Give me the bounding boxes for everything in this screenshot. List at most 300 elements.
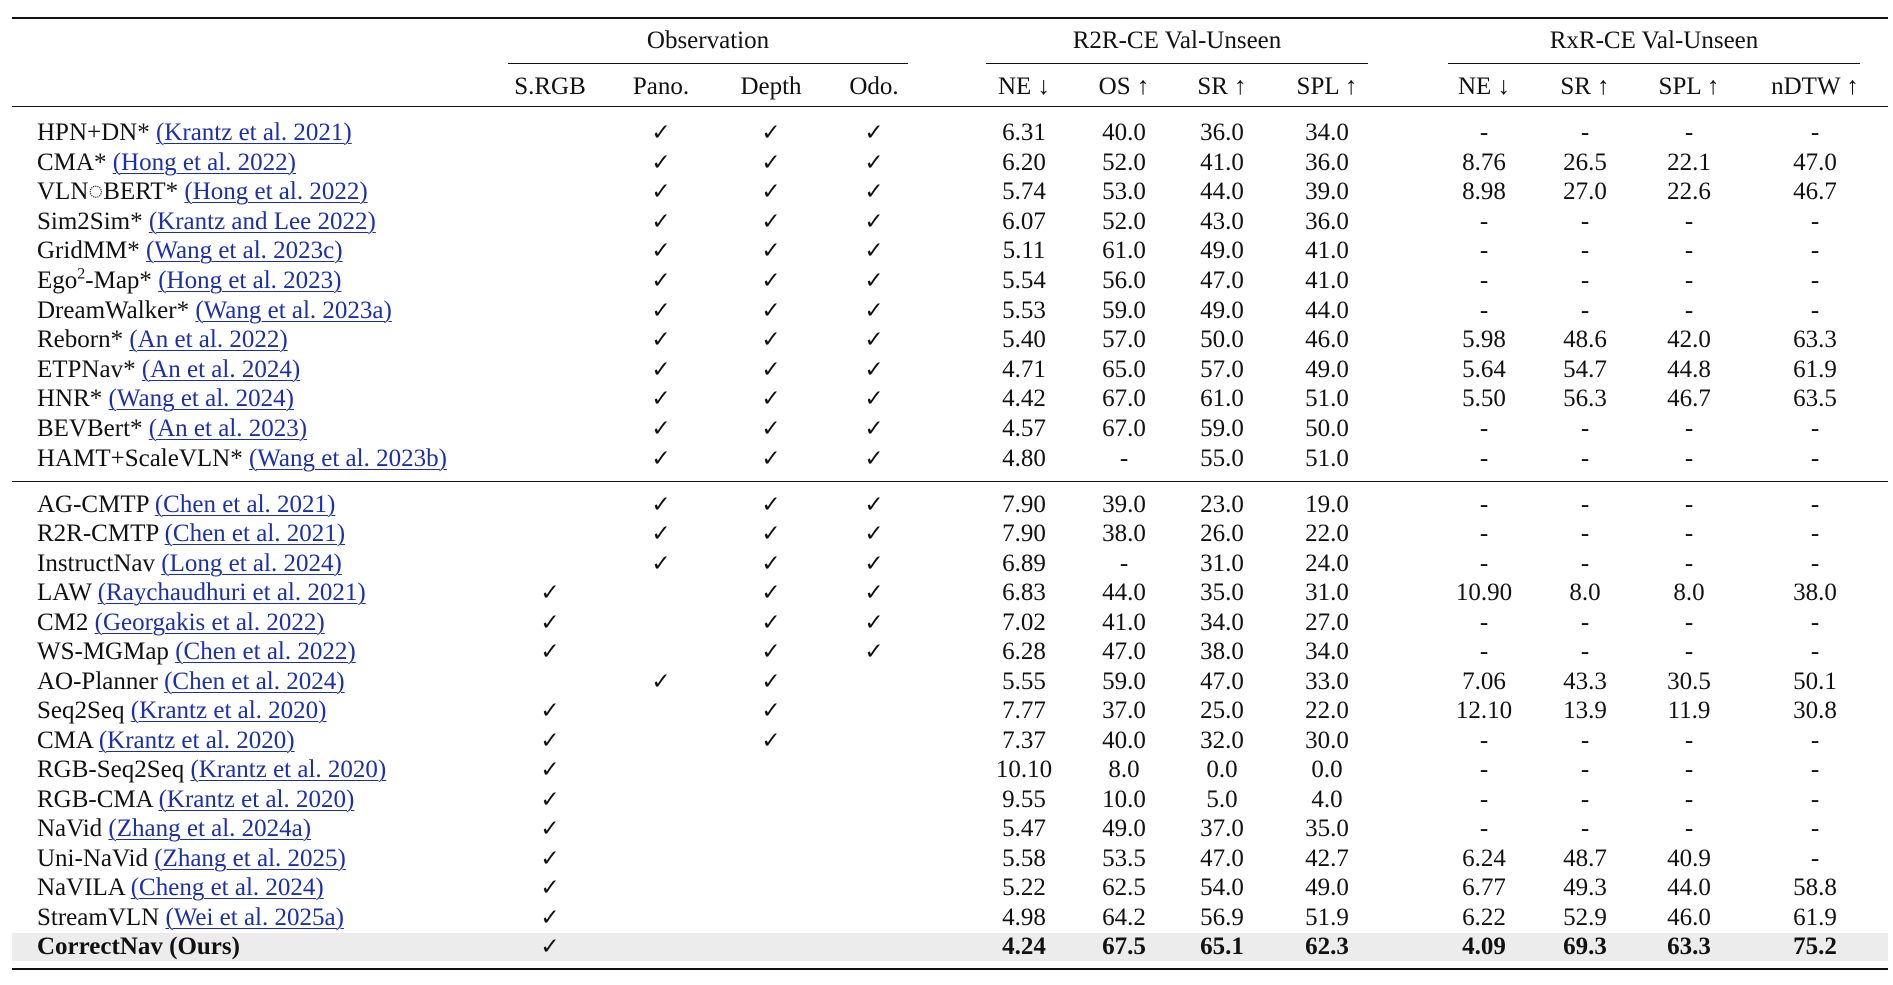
- rxr-value: -: [1684, 237, 1694, 265]
- r2r-value: 61.0: [1102, 237, 1146, 265]
- group-observation: Observation: [646, 27, 770, 54]
- citation-link[interactable]: (Wang et al. 2023b): [248, 444, 447, 472]
- r2r-value: 67.0: [1102, 415, 1146, 442]
- check-mark: ✓: [540, 875, 560, 902]
- r2r-value: 6.83: [1002, 579, 1046, 607]
- method-name: CorrectNav (Ours): [37, 933, 240, 961]
- r2r-value: 5.74: [1002, 178, 1046, 206]
- check-mark: ✓: [651, 550, 671, 577]
- r2r-value: 51.0: [1305, 385, 1349, 413]
- r2r-value: 56.0: [1102, 267, 1146, 294]
- r2r-value: 65.1: [1200, 933, 1244, 961]
- r2r-value: 64.2: [1102, 903, 1146, 931]
- citation-link[interactable]: (Krantz et al. 2021): [155, 119, 352, 146]
- rxr-value: 8.0: [1569, 579, 1601, 607]
- r2r-value: 27.0: [1305, 608, 1349, 636]
- check-mark: ✓: [864, 327, 884, 354]
- rxr-value: -: [1684, 815, 1694, 843]
- rxr-value: 49.3: [1563, 874, 1607, 902]
- r2r-value: 39.0: [1305, 178, 1349, 206]
- rxr-value: -: [1479, 444, 1489, 472]
- r2r-value: 52.0: [1102, 207, 1146, 235]
- r2r-value: 35.0: [1305, 815, 1349, 843]
- rxr-value: 5.64: [1462, 355, 1506, 383]
- rxr-value: -: [1810, 726, 1820, 754]
- r2r-value: 38.0: [1102, 520, 1146, 548]
- citation-link[interactable]: (Krantz et al. 2020): [98, 726, 295, 754]
- r2r-value: 34.0: [1305, 638, 1349, 666]
- rxr-value: -: [1810, 549, 1820, 577]
- r2r-value: 67.0: [1102, 385, 1146, 413]
- citation-link[interactable]: (An et al. 2023): [148, 415, 308, 442]
- check-mark: ✓: [761, 356, 781, 383]
- rxr-value: 63.3: [1793, 326, 1837, 354]
- rxr-value: 11.9: [1667, 697, 1711, 725]
- rxr-value: -: [1580, 549, 1590, 577]
- rxr-value: -: [1479, 491, 1489, 518]
- rxr-value: -: [1684, 756, 1694, 784]
- r2r-value: 46.0: [1305, 326, 1349, 354]
- r2r-value: 25.0: [1200, 697, 1244, 725]
- r2r-value: 49.0: [1102, 815, 1146, 843]
- check-mark: ✓: [651, 521, 671, 548]
- citation-link[interactable]: (Hong et al. 2022): [184, 178, 368, 206]
- rxr-value: -: [1580, 415, 1590, 442]
- rxr-value: -: [1810, 444, 1820, 472]
- rxr-value: -: [1479, 119, 1489, 146]
- r2r-value: 65.0: [1102, 355, 1146, 383]
- check-mark: ✓: [864, 416, 884, 442]
- citation-link[interactable]: (Wei et al. 2025a): [165, 903, 344, 931]
- citation-link[interactable]: (An et al. 2022): [129, 326, 288, 354]
- citation-link[interactable]: (Hong et al. 2023): [158, 267, 342, 294]
- r2r-value: 40.0: [1102, 726, 1146, 754]
- rxr-value: 43.3: [1563, 667, 1607, 695]
- r2r-value: 4.42: [1002, 385, 1046, 413]
- check-mark: ✓: [864, 356, 884, 383]
- rxr-value: -: [1684, 119, 1694, 146]
- r2r-value: 57.0: [1102, 326, 1146, 354]
- method-name: DreamWalker* (Wang et al. 2023a): [37, 296, 392, 324]
- rxr-value: 5.98: [1462, 326, 1506, 354]
- r2r-value: 33.0: [1305, 667, 1349, 695]
- rxr-value: 7.06: [1462, 667, 1506, 695]
- rxr-value: -: [1810, 207, 1820, 235]
- citation-link[interactable]: (Cheng et al. 2024): [130, 874, 324, 902]
- r2r-value: 9.55: [1002, 785, 1046, 813]
- check-mark: ✓: [651, 149, 671, 176]
- citation-link[interactable]: (Wang et al. 2023c): [146, 237, 343, 265]
- r2r-value: 67.5: [1102, 933, 1146, 961]
- rxr-value: -: [1479, 785, 1489, 813]
- r2r-value: 34.0: [1200, 608, 1244, 636]
- r2r-value: 49.0: [1200, 296, 1244, 324]
- rxr-value: 42.0: [1667, 326, 1711, 354]
- rxr-value: -: [1580, 815, 1590, 843]
- method-name: CMA (Krantz et al. 2020): [37, 726, 295, 754]
- rxr-value: 46.7: [1667, 385, 1711, 413]
- rxr-value: -: [1580, 237, 1590, 265]
- r2r-value: 26.0: [1200, 520, 1244, 548]
- citation-link[interactable]: (Krantz and Lee 2022): [148, 207, 376, 235]
- r2r-value: 47.0: [1200, 844, 1244, 872]
- r2r-value: 49.0: [1305, 874, 1349, 902]
- r2r-value: 0.0: [1206, 756, 1238, 784]
- check-mark: ✓: [651, 120, 671, 146]
- rxr-value: -: [1479, 726, 1489, 754]
- r2r-value: 8.0: [1108, 756, 1140, 784]
- check-mark: ✓: [761, 550, 781, 577]
- rxr-value: 8.76: [1462, 148, 1506, 176]
- r2r-value: 22.0: [1305, 520, 1349, 548]
- method-name: CM2 (Georgakis et al. 2022): [37, 608, 325, 636]
- check-mark: ✓: [761, 580, 781, 607]
- r2r-group-rule: [986, 63, 1368, 64]
- citation-link[interactable]: (Hong et al. 2022): [112, 148, 297, 176]
- method-name: WS-MGMap (Chen et al. 2022): [37, 638, 356, 666]
- check-mark: ✓: [864, 268, 884, 294]
- r2r-value: 53.0: [1102, 178, 1146, 206]
- rxr-value: 8.98: [1462, 178, 1506, 206]
- r2r-value: 47.0: [1200, 267, 1244, 294]
- citation-link[interactable]: (Zhang et al. 2024a): [108, 815, 312, 843]
- top-rule: [12, 17, 1888, 19]
- bottom-rule: [12, 968, 1888, 970]
- rxr-value: -: [1810, 608, 1820, 636]
- citation-link[interactable]: (Long et al. 2024): [161, 549, 342, 577]
- rxr-value: 75.2: [1793, 933, 1837, 961]
- col-header-0: S.RGB: [514, 73, 586, 100]
- r2r-value: 4.98: [1002, 903, 1046, 931]
- rxr-group-rule: [1448, 63, 1860, 64]
- r2r-value: 41.0: [1305, 267, 1349, 294]
- check-mark: ✓: [651, 445, 671, 472]
- r2r-value: 44.0: [1102, 579, 1146, 607]
- check-mark: ✓: [864, 445, 884, 472]
- rxr-value: 58.8: [1793, 874, 1837, 902]
- rxr-value: -: [1479, 415, 1489, 442]
- check-mark: ✓: [761, 521, 781, 548]
- r2r-value: 5.0: [1206, 785, 1238, 813]
- r2r-value: 23.0: [1200, 491, 1244, 518]
- method-name: HNR* (Wang et al. 2024): [37, 385, 294, 413]
- check-mark: ✓: [761, 179, 781, 206]
- rxr-value: -: [1684, 415, 1694, 442]
- rxr-value: -: [1580, 296, 1590, 324]
- method-name: AO-Planner (Chen et al. 2024): [37, 667, 345, 695]
- rxr-value: -: [1479, 638, 1489, 666]
- col-header-4: NE ↓: [997, 73, 1051, 100]
- group-rxr-ce: RxR-CE Val-Unseen: [1549, 27, 1759, 54]
- check-mark: ✓: [761, 416, 781, 442]
- rxr-value: -: [1810, 296, 1820, 324]
- rxr-value: 50.1: [1793, 667, 1837, 695]
- check-mark: ✓: [651, 416, 671, 442]
- check-mark: ✓: [864, 639, 884, 666]
- rxr-value: -: [1810, 815, 1820, 843]
- rxr-value: 47.0: [1793, 148, 1837, 176]
- r2r-value: 36.0: [1305, 207, 1349, 235]
- rxr-value: -: [1479, 207, 1489, 235]
- r2r-value: -: [1119, 444, 1129, 472]
- rxr-value: 69.3: [1563, 933, 1607, 961]
- rxr-value: 38.0: [1793, 579, 1837, 607]
- rxr-value: 13.9: [1563, 697, 1607, 725]
- method-name: Uni-NaVid (Zhang et al. 2025): [37, 844, 346, 872]
- check-mark: ✓: [761, 268, 781, 294]
- check-mark: ✓: [540, 786, 560, 813]
- rxr-value: -: [1810, 119, 1820, 146]
- check-mark: ✓: [651, 179, 671, 206]
- rxr-value: -: [1580, 608, 1590, 636]
- check-mark: ✓: [864, 238, 884, 265]
- citation-link[interactable]: (Krantz et al. 2020): [130, 697, 327, 725]
- r2r-value: 55.0: [1200, 444, 1244, 472]
- method-name: RGB-Seq2Seq (Krantz et al. 2020): [37, 756, 387, 784]
- rxr-value: -: [1580, 638, 1590, 666]
- r2r-value: 51.9: [1305, 903, 1349, 931]
- rxr-value: 44.8: [1667, 355, 1711, 383]
- rxr-value: -: [1684, 638, 1694, 666]
- r2r-value: 5.55: [1002, 667, 1046, 695]
- check-mark: ✓: [761, 609, 781, 636]
- rxr-value: 27.0: [1563, 178, 1607, 206]
- rxr-value: 61.9: [1793, 355, 1837, 383]
- r2r-value: 7.77: [1002, 697, 1046, 725]
- r2r-value: 57.0: [1200, 355, 1244, 383]
- r2r-value: 32.0: [1200, 726, 1244, 754]
- rxr-value: -: [1580, 726, 1590, 754]
- citation-link[interactable]: (Zhang et al. 2025): [154, 844, 346, 872]
- rxr-value: -: [1580, 444, 1590, 472]
- check-mark: ✓: [651, 492, 671, 518]
- r2r-value: 41.0: [1200, 148, 1244, 176]
- rxr-value: -: [1479, 549, 1489, 577]
- citation-link[interactable]: (Chen et al. 2021): [154, 491, 336, 518]
- r2r-value: 47.0: [1200, 667, 1244, 695]
- check-mark: ✓: [761, 492, 781, 518]
- rxr-value: 40.9: [1667, 844, 1711, 872]
- r2r-value: 39.0: [1102, 491, 1146, 518]
- r2r-value: 37.0: [1102, 697, 1146, 725]
- r2r-value: 31.0: [1305, 579, 1349, 607]
- method-name: HAMT+ScaleVLN* (Wang et al. 2023b): [37, 444, 447, 472]
- citation-link[interactable]: (Wang et al. 2023a): [195, 296, 392, 324]
- r2r-value: 4.57: [1002, 415, 1046, 442]
- citation-link[interactable]: (Wang et al. 2024): [108, 385, 294, 413]
- rxr-value: 61.9: [1793, 903, 1837, 931]
- check-mark: ✓: [864, 120, 884, 146]
- citation-link[interactable]: (Krantz et al. 2020): [190, 756, 387, 784]
- rxr-value: 12.10: [1455, 697, 1513, 725]
- rxr-value: -: [1684, 549, 1694, 577]
- col-header-7: SPL ↑: [1296, 73, 1358, 100]
- r2r-value: 7.90: [1002, 491, 1046, 518]
- r2r-value: 51.0: [1305, 444, 1349, 472]
- method-name: ETPNav* (An et al. 2024): [37, 355, 301, 383]
- r2r-value: 10.10: [995, 756, 1053, 784]
- r2r-value: 42.7: [1305, 844, 1349, 872]
- citation-link[interactable]: (Chen et al. 2022): [175, 638, 356, 666]
- check-mark: ✓: [540, 757, 560, 784]
- rxr-value: 52.9: [1563, 903, 1607, 931]
- check-mark: ✓: [864, 492, 884, 518]
- r2r-value: 0.0: [1311, 756, 1343, 784]
- citation-link[interactable]: (Chen et al. 2024): [164, 667, 345, 695]
- method-name: AG-CMTP (Chen et al. 2021): [37, 491, 336, 518]
- method-name: StreamVLN (Wei et al. 2025a): [37, 903, 344, 931]
- check-mark: ✓: [761, 639, 781, 666]
- r2r-value: 5.58: [1002, 844, 1046, 872]
- rxr-value: -: [1479, 815, 1489, 843]
- observation-group-rule: [508, 63, 908, 64]
- rxr-value: -: [1580, 520, 1590, 548]
- method-name: CMA* (Hong et al. 2022): [37, 148, 297, 176]
- r2r-value: 53.5: [1102, 844, 1146, 872]
- col-header-10: SPL ↑: [1658, 73, 1720, 100]
- method-name: R2R-CMTP (Chen et al. 2021): [37, 520, 346, 548]
- col-header-8: NE ↓: [1457, 73, 1511, 100]
- r2r-value: 19.0: [1305, 491, 1349, 518]
- check-mark: ✓: [864, 179, 884, 206]
- r2r-value: 4.71: [1002, 355, 1046, 383]
- rxr-value: 63.3: [1667, 933, 1711, 961]
- method-name: BEVBert* (An et al. 2023): [37, 415, 308, 442]
- method-name: Sim2Sim* (Krantz and Lee 2022): [37, 207, 376, 235]
- col-header-3: Odo.: [849, 73, 899, 100]
- r2r-value: 50.0: [1305, 415, 1349, 442]
- check-mark: ✓: [761, 120, 781, 146]
- r2r-value: 43.0: [1200, 207, 1244, 235]
- r2r-value: 38.0: [1200, 638, 1244, 666]
- r2r-value: 31.0: [1200, 549, 1244, 577]
- rxr-value: 44.0: [1667, 874, 1711, 902]
- rxr-value: -: [1479, 296, 1489, 324]
- r2r-value: 5.22: [1002, 874, 1046, 902]
- check-mark: ✓: [651, 356, 671, 383]
- r2r-value: 10.0: [1102, 785, 1146, 813]
- r2r-value: -: [1119, 549, 1129, 577]
- citation-link[interactable]: (Chen et al. 2021): [164, 520, 346, 548]
- method-name: NaVid (Zhang et al. 2024a): [37, 815, 312, 843]
- check-mark: ✓: [761, 149, 781, 176]
- r2r-value: 5.53: [1002, 296, 1046, 324]
- r2r-value: 4.80: [1002, 444, 1046, 472]
- col-header-5: OS ↑: [1098, 73, 1150, 100]
- check-mark: ✓: [540, 609, 560, 636]
- rxr-value: 6.24: [1462, 844, 1506, 872]
- check-mark: ✓: [651, 327, 671, 354]
- r2r-value: 41.0: [1305, 237, 1349, 265]
- check-mark: ✓: [864, 580, 884, 607]
- rxr-value: 56.3: [1563, 385, 1607, 413]
- check-mark: ✓: [761, 327, 781, 354]
- col-header-9: SR ↑: [1560, 73, 1610, 100]
- r2r-value: 7.37: [1002, 726, 1046, 754]
- rxr-value: -: [1810, 491, 1820, 518]
- rxr-value: 26.5: [1563, 148, 1607, 176]
- check-mark: ✓: [651, 268, 671, 294]
- r2r-value: 4.0: [1311, 785, 1343, 813]
- r2r-value: 30.0: [1305, 726, 1349, 754]
- citation-link[interactable]: (Krantz et al. 2020): [158, 785, 355, 813]
- section-rule: [12, 481, 1888, 482]
- r2r-value: 49.0: [1200, 237, 1244, 265]
- check-mark: ✓: [761, 208, 781, 235]
- group-r2r-ce: R2R-CE Val-Unseen: [1072, 27, 1282, 54]
- rxr-value: 6.77: [1462, 874, 1506, 902]
- r2r-value: 5.47: [1002, 815, 1046, 843]
- citation-link[interactable]: (An et al. 2024): [141, 355, 301, 383]
- check-mark: ✓: [651, 386, 671, 413]
- check-mark: ✓: [864, 550, 884, 577]
- rxr-value: 22.6: [1667, 178, 1711, 206]
- check-mark: ✓: [540, 580, 560, 607]
- check-mark: ✓: [540, 639, 560, 666]
- r2r-value: 6.07: [1002, 207, 1046, 235]
- method-name: HPN+DN* (Krantz et al. 2021): [37, 119, 352, 146]
- method-name: VLN◌BERT* (Hong et al. 2022): [37, 178, 368, 206]
- citation-link[interactable]: (Raychaudhuri et al. 2021): [97, 579, 366, 607]
- check-mark: ✓: [761, 698, 781, 725]
- method-name: Reborn* (An et al. 2022): [37, 326, 288, 354]
- r2r-value: 54.0: [1200, 874, 1244, 902]
- r2r-value: 56.9: [1200, 903, 1244, 931]
- rxr-value: 54.7: [1563, 355, 1607, 383]
- check-mark: ✓: [540, 727, 560, 754]
- r2r-value: 34.0: [1305, 119, 1349, 146]
- rxr-value: -: [1810, 520, 1820, 548]
- method-name: RGB-CMA (Krantz et al. 2020): [37, 785, 355, 813]
- rxr-value: 8.0: [1673, 579, 1705, 607]
- r2r-value: 36.0: [1200, 119, 1244, 146]
- check-mark: ✓: [864, 297, 884, 324]
- r2r-value: 47.0: [1102, 638, 1146, 666]
- rxr-value: -: [1810, 638, 1820, 666]
- check-mark: ✓: [864, 208, 884, 235]
- check-mark: ✓: [761, 297, 781, 324]
- r2r-value: 24.0: [1305, 549, 1349, 577]
- check-mark: ✓: [864, 521, 884, 548]
- rxr-value: -: [1479, 756, 1489, 784]
- check-mark: ✓: [761, 727, 781, 754]
- method-name: Ego$^2$-Map* (Hong et al. 2023): [37, 265, 342, 294]
- rxr-value: -: [1479, 237, 1489, 265]
- r2r-value: 4.24: [1002, 933, 1046, 961]
- r2r-value: 41.0: [1102, 608, 1146, 636]
- rxr-value: 48.6: [1563, 326, 1607, 354]
- rxr-value: -: [1580, 207, 1590, 235]
- citation-link[interactable]: (Georgakis et al. 2022): [94, 608, 325, 636]
- check-mark: ✓: [651, 208, 671, 235]
- rxr-value: -: [1810, 237, 1820, 265]
- rxr-value: -: [1810, 415, 1820, 442]
- rxr-value: -: [1810, 267, 1820, 294]
- rxr-value: -: [1684, 520, 1694, 548]
- r2r-value: 6.20: [1002, 148, 1046, 176]
- check-mark: ✓: [540, 934, 560, 961]
- rxr-value: 6.22: [1462, 903, 1506, 931]
- rxr-value: -: [1479, 608, 1489, 636]
- method-name: NaVILA (Cheng et al. 2024): [37, 874, 324, 902]
- r2r-value: 44.0: [1305, 296, 1349, 324]
- r2r-value: 59.0: [1102, 667, 1146, 695]
- check-mark: ✓: [864, 149, 884, 176]
- check-mark: ✓: [864, 386, 884, 413]
- check-mark: ✓: [540, 698, 560, 725]
- r2r-value: 6.28: [1002, 638, 1046, 666]
- check-mark: ✓: [651, 668, 671, 695]
